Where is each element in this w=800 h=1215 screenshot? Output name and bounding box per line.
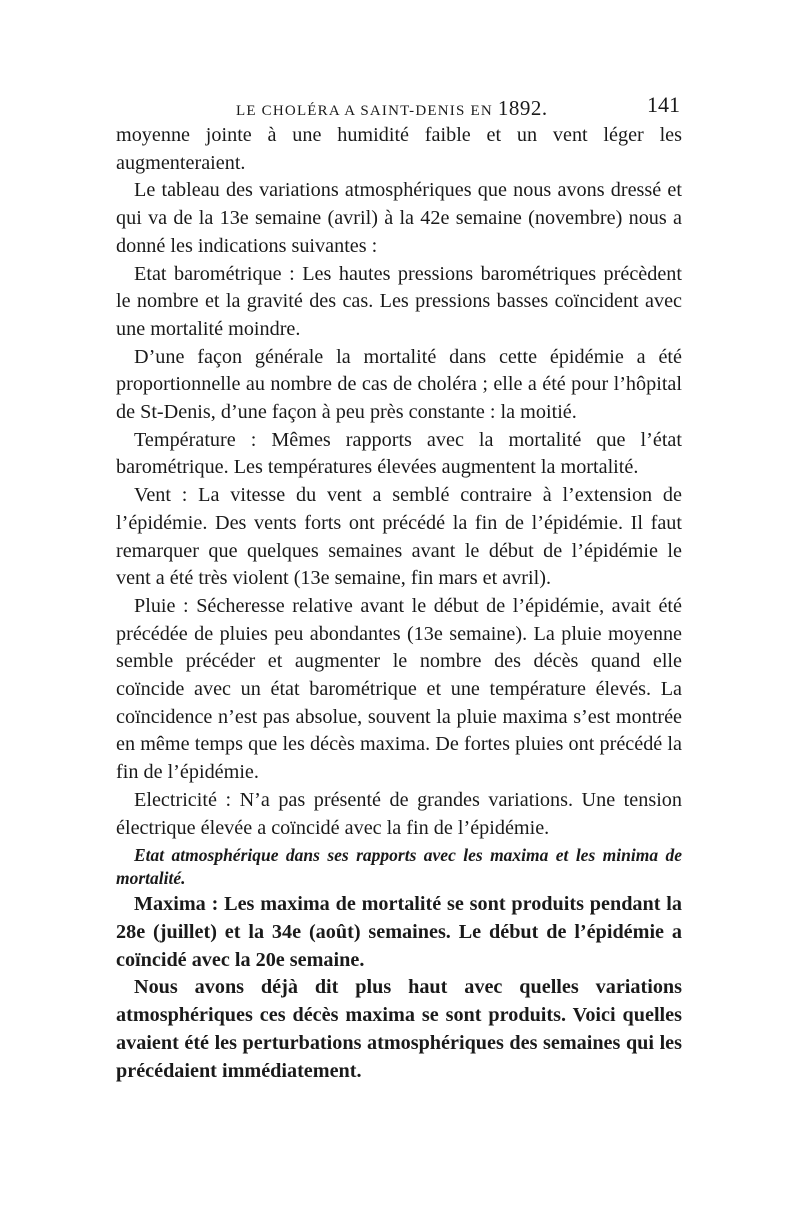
running-title-year: 1892. (497, 96, 548, 120)
paragraph-vent: Vent : La vitesse du vent a semblé contraire à l’extension de l’épidémie. Des vents forts ont précédé la fin de l’épidémie. Il faut remarquer que quelques semaines avant le début de l’épidémie le vent a été très violent (13e semaine, fin mars et avril). (116, 484, 682, 590)
body-text (116, 122, 682, 1085)
paragraph-temperature: Température : Mêmes rapports avec la mortalité que l’état barométrique. Les températures élevées augmentent la mortalité. (116, 428, 682, 479)
paragraph-tableau: Le tableau des variations atmosphériques que nous avons dressé et qui va de la 13e semaine (avril) à la 42e semaine (novembre) nous a donné les indications suivantes : (116, 179, 682, 257)
paragraph-pluie: Pluie : Sécheresse relative avant le début de l’épidémie, avait été précédée de pluies peu abondantes (13e semaine). La pluie moyenne semble précéder et augmenter le nombre des décès quand elle coïncide avec un état barométrique et une température élevés. La coïncidence n’est pas absolue, souvent la pluie maxima s’est montrée en même temps que les décès maxima. De fortes pluies ont précédé la fin de l’épidémie. (116, 594, 682, 784)
page-number: 141 (647, 92, 680, 117)
section-subheading: Etat atmosphérique dans ses rapports avec les maxima et les minima de mortalité. (116, 845, 682, 889)
book-page (116, 92, 682, 1085)
running-title (236, 96, 548, 121)
running-title-text: LE CHOLÉRA A SAINT-DENIS EN (236, 103, 493, 119)
paragraph-continuation: moyenne jointe à une humidité faible et un vent léger les augmenteraient. (116, 124, 682, 174)
paragraph-electricite: Electricité : N’a pas présenté de grandes variations. Une tension électrique élevée a coïncidé avec la fin de l’épidémie. (116, 788, 682, 839)
paragraph-mortalite: D’une façon générale la mortalité dans cette épidémie a été proportionnelle au nombre de cas de choléra ; elle a été pour l’hôpital de St-Denis, d’une façon à peu près constante : la moitié. (116, 345, 682, 424)
paragraph-etat-barometrique: Etat barométrique : Les hautes pressions barométriques précèdent le nombre et la gravité des cas. Les pressions basses coïncident avec une mortalité moindre. (116, 262, 682, 340)
running-head (116, 92, 682, 122)
paragraph-maxima: Maxima : Les maxima de mortalité se sont produits pendant la 28e (juillet) et la 34e (août) semaines. Le début de l’épidémie a coïncidé avec la 20e semaine. (116, 893, 682, 971)
paragraph-perturbations: Nous avons déjà dit plus haut avec quelles variations atmosphériques ces décès maxima se sont produits. Voici quelles avaient été les perturbations atmosphériques des semaines qui les précédaient immédiatement. (116, 976, 682, 1082)
